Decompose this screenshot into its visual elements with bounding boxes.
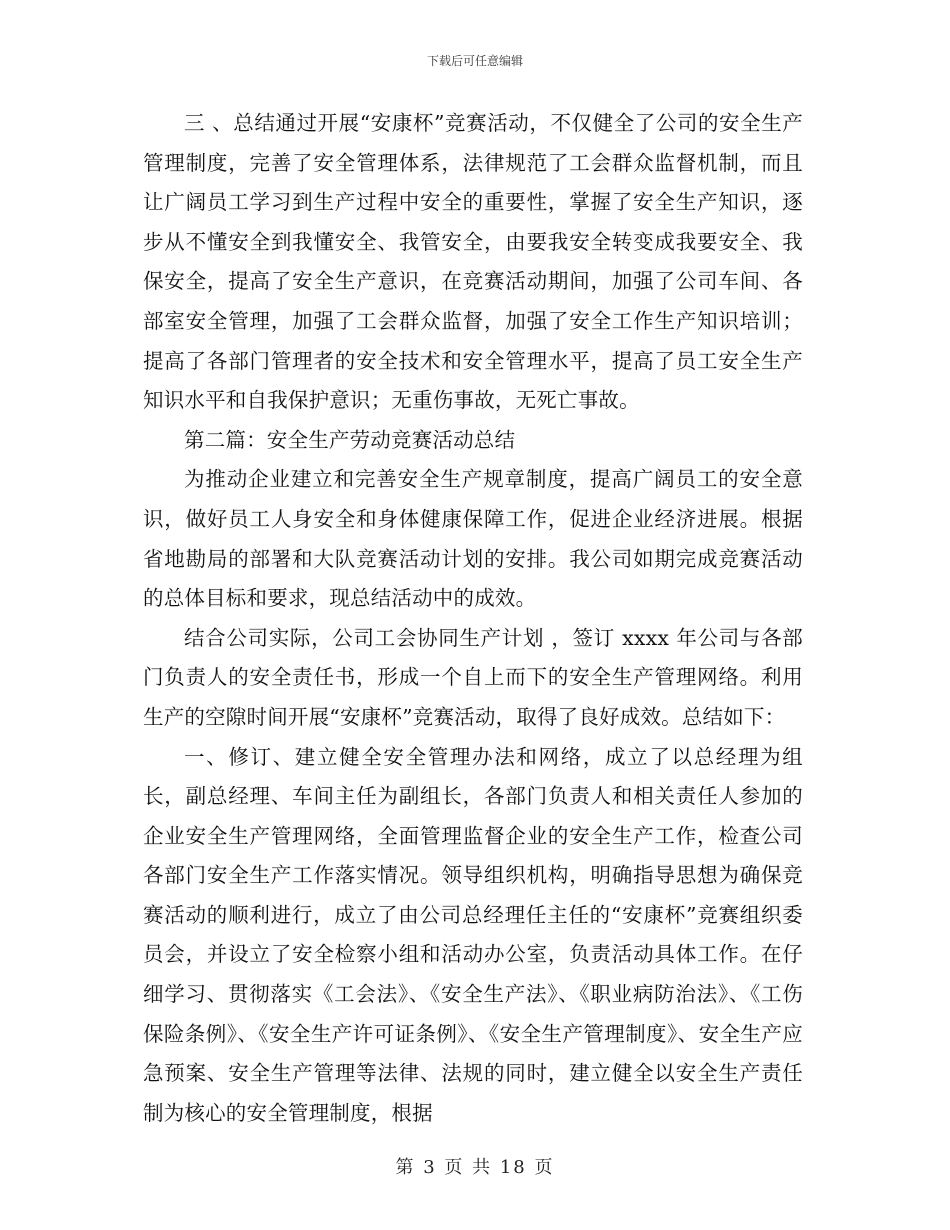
page-number: 第 3 页 共 18 页 <box>395 1157 555 1178</box>
paragraph-summary: 三 、总结通过开展“安康杯”竞赛活动，不仅健全了公司的安全生产管理制度，完善了安全管理体系，法律规范了工会群众监督机制，而且让广阔员工学习到生产过程中安全的重要性，掌握了安全生产知识，逐步从不懂安全到我懂安全、我管安全，由要我安全转变成我要安全、我保安全，提高了安全生产意识，在竞赛活动期间，加强了公司车间、各部室安全管理，加强了工会群众监督，加强了安全工作生产知识培训；提高了各部门管理者的安全技术和安全管理水平，提高了员工安全生产知识水平和自我保护意识；无重伤事故，无死亡事故。 <box>143 111 803 413</box>
section-title: 第二篇：安全生产劳动竞赛活动总结 <box>184 427 516 452</box>
document-body <box>143 104 803 1133</box>
paragraph-point-one: 一、修订、建立健全安全管理办法和网络，成立了以总经理为组长，副总经理、车间主任为副组长，各部门负责人和相关责任人参加的企业安全生产管理网络，全面管理监督企业的安全生产工作，检查公司各部门安全生产工作落实情况。领导组织机构，明确指导思想为确保竞赛活动的顺利进行，成立了由公司总经理任主任的“安康杯”竞赛组织委员会，并设立了安全检察小组和活动办公室，负责活动具体工作。在仔细学习、贯彻落实《工会法》、《安全生产法》、《职业病防治法》、《工伤保险条例》、《安全生产许可证条例》、《安全生产管理制度》、安全生产应急预案、安全生产管理等法律、法规的同时，建立健全以安全生产责任制为核心的安全管理制度，根据 <box>143 744 803 1125</box>
header-note: 下载后可任意编辑 <box>426 54 523 68</box>
paragraph-intro: 为推动企业建立和完善安全生产规章制度，提高广阔员工的安全意识，做好员工人身安全和身体健康保障工作，促进企业经济进展。根据省地勘局的部署和大队竞赛活动计划的安排。我公司如期完成竞赛活动的总体目标和要求，现总结活动中的成效。 <box>143 467 803 611</box>
paragraph-context: 结合公司实际，公司工会协同生产计划 ，签订 xxxx 年公司与各部门负责人的安全责任书，形成一个自上而下的安全生产管理网络。利用生产的空隙时间开展“安康杯”竞赛活动，取得了良好成效。总结如下： <box>143 625 803 729</box>
